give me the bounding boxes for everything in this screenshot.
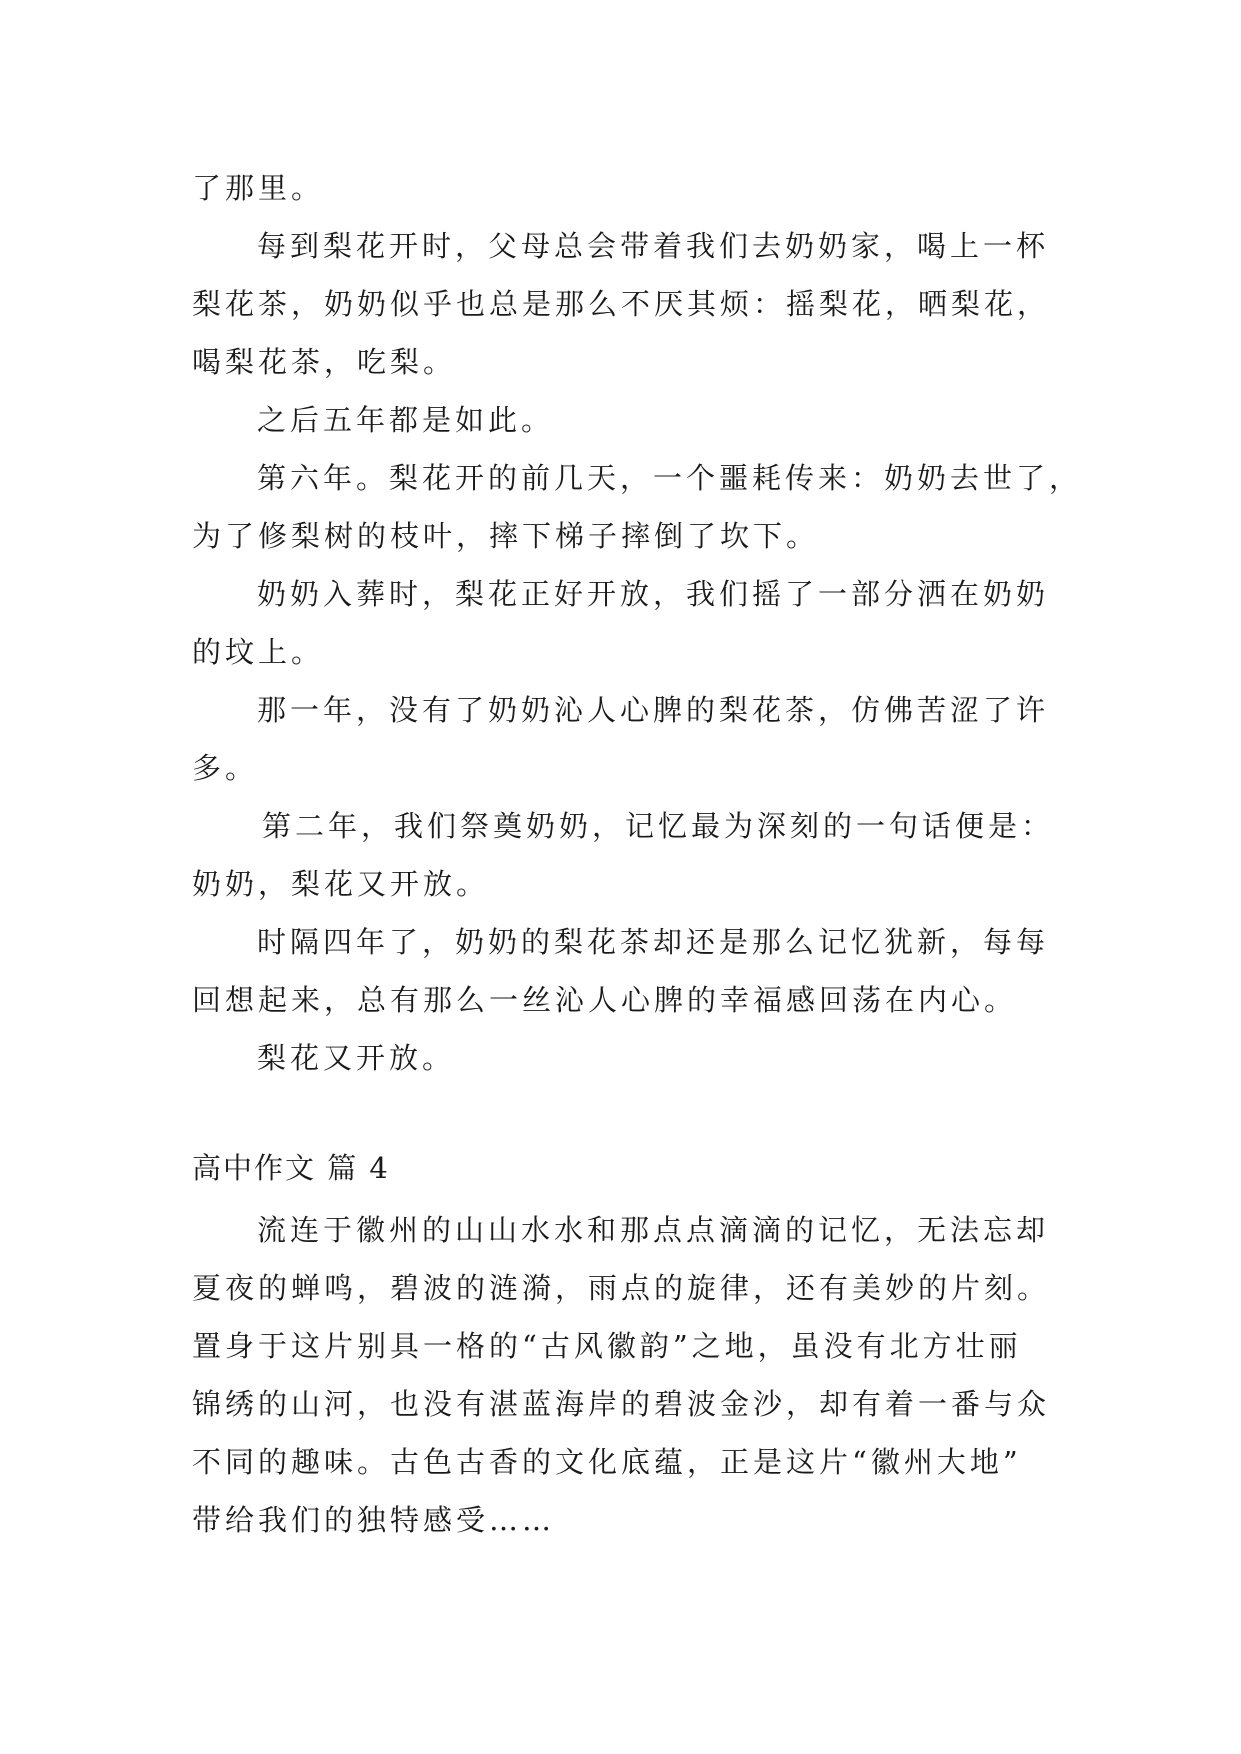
paragraph-line: 为了修梨树的枝叶，摔下梯子摔倒了坎下。: [192, 519, 820, 553]
paragraph-line: 时隔四年了，奶奶的梨花茶却还是那么记忆犹新，每每: [257, 925, 1050, 959]
essay-line: 不同的趣味。古色古香的文化底蕴，正是这片“徽州大地”: [192, 1445, 1022, 1479]
paragraph-line: 每到梨花开时，父母总会带着我们去奶奶家，喝上一杯: [257, 229, 1050, 263]
paragraph-line: 回想起来，总有那么一丝沁人心脾的幸福感回荡在内心。: [192, 983, 1018, 1017]
section-heading: 高中作文 篇 4: [192, 1151, 390, 1185]
paragraph-line: 梨花茶，奶奶似乎也总是那么不厌其烦：摇梨花，晒梨花，: [192, 287, 1051, 321]
paragraph-line: 梨花又开放。: [257, 1041, 456, 1075]
essay-line: 置身于这片别具一格的“古风徽韵”之地，虽没有北方壮丽: [192, 1329, 1022, 1363]
paragraph-line: 了那里。: [192, 171, 325, 205]
essay-line: 流连于徽州的山山水水和那点点滴滴的记忆，无法忘却: [257, 1213, 1050, 1247]
paragraph-line: 多。: [192, 751, 259, 785]
essay-line: 带给我们的独特感受……: [192, 1503, 556, 1537]
paragraph-line: 第二年，我们祭奠奶奶，记忆最为深刻的一句话便是：: [262, 809, 1055, 843]
paragraph-line: 那一年，没有了奶奶沁人心脾的梨花茶，仿佛苦涩了许: [257, 693, 1050, 727]
paragraph-line: 之后五年都是如此。: [257, 403, 555, 437]
paragraph-line: 的坟上。: [192, 635, 325, 669]
paragraph-line: 奶奶，梨花又开放。: [192, 867, 490, 901]
essay-line: 锦绣的山河，也没有湛蓝海岸的碧波金沙，却有着一番与众: [192, 1387, 1051, 1421]
essay-line: 夏夜的蝉鸣，碧波的涟漪，雨点的旋律，还有美妙的片刻。: [192, 1271, 1051, 1305]
paragraph-line: 第六年。梨花开的前几天，一个噩耗传来：奶奶去世了，: [257, 461, 1083, 495]
paragraph-line: 奶奶入葬时，梨花正好开放，我们摇了一部分洒在奶奶: [257, 577, 1050, 611]
paragraph-line: 喝梨花茶，吃梨。: [192, 345, 457, 379]
